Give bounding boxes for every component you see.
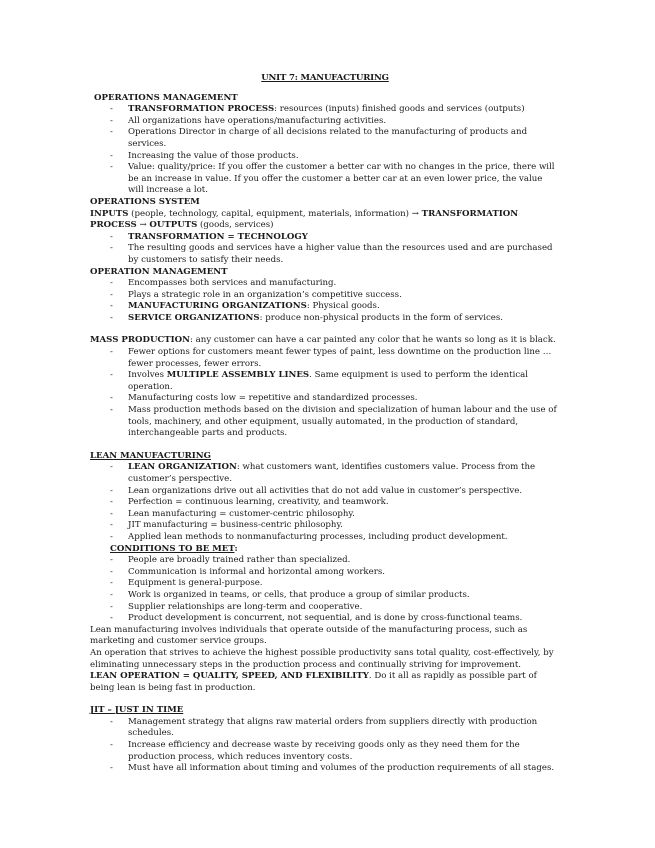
list-item: - Applied lean methods to nonmanufacturing processes, including product development. bbox=[90, 532, 560, 544]
list-item: - Involves MULTIPLE ASSEMBLY LINES. Same equipment is used to perform the identical operation. bbox=[90, 370, 560, 393]
list-item: - Communication is informal and horizontal among workers. bbox=[90, 567, 560, 579]
list-item: - Management strategy that aligns raw material orders from suppliers directly with production schedules. bbox=[90, 717, 560, 740]
list-item: - Supplier relationships are long-term and cooperative. bbox=[90, 602, 560, 614]
lean-paragraph-2: An operation that strives to achieve the highest possible productivity sans total quality, cost-effectively, by eliminating unnecessary steps in the production process and continually striving for improvement. bbox=[90, 647, 554, 670]
list-item: - Plays a strategic role in an organization’s competitive success. bbox=[90, 290, 560, 302]
section-heading-mass-production: MASS PRODUCTION bbox=[90, 335, 191, 346]
list-item: - Value: quality/price: If you offer the customer a better car with no changes in the price, there will be an increase in value. If you offer the customer a better car at an even lower price, the value will increase a lot. bbox=[90, 162, 560, 197]
operation-management-list bbox=[90, 278, 560, 324]
section-heading-operations-system: OPERATIONS SYSTEM bbox=[90, 196, 200, 207]
list-item: - MANUFACTURING ORGANIZATIONS: Physical goods. bbox=[90, 301, 560, 313]
list-item: - Lean manufacturing = customer-centric philosophy. bbox=[90, 509, 560, 521]
section-heading-lean-manufacturing: LEAN MANUFACTURING bbox=[90, 450, 211, 461]
list-item: - People are broadly trained rather than specialized. bbox=[90, 555, 560, 567]
list-item: - The resulting goods and services have a higher value than the resources used and are purchased by customers to satisfy their needs. bbox=[90, 243, 560, 266]
list-item: - Increase efficiency and decrease waste by receiving goods only as they need them for the production process, which reduces inventory costs. bbox=[90, 740, 560, 763]
section-heading-operation-management: OPERATION MANAGEMENT bbox=[90, 266, 228, 277]
list-item: - Increasing the value of those products. bbox=[90, 151, 560, 163]
section-heading-jit: JIT – JUST IN TIME bbox=[90, 705, 184, 716]
operations-flow: INPUTS (people, technology, capital, equipment, materials, information) → TRANSFORMATION PROCESS → OUTPUTS (goods, services) bbox=[90, 208, 519, 231]
lean-paragraph-1: Lean manufacturing involves individuals that operate outside of the manufacturing process, such as marketing and customer service groups. bbox=[90, 624, 528, 647]
list-item: - Perfection = continuous learning, creativity, and teamwork. bbox=[90, 497, 560, 509]
operations-system-list bbox=[90, 232, 560, 267]
list-item: - Encompasses both services and manufacturing. bbox=[90, 278, 560, 290]
lean-manufacturing-list bbox=[90, 462, 560, 543]
conditions-list bbox=[90, 555, 560, 625]
jit-list bbox=[90, 717, 560, 775]
list-item: - Mass production methods based on the division and specialization of human labour and the use of tools, machinery, and other equipment, usually automated, in the production of standard, interchangeable parts and products. bbox=[90, 405, 560, 440]
lean-operation-label: LEAN OPERATION = QUALITY, SPEED, AND FLEXIBILITY bbox=[90, 671, 369, 682]
operations-management-list bbox=[90, 104, 560, 197]
list-item: - TRANSFORMATION = TECHNOLOGY bbox=[90, 232, 560, 244]
list-item: - Lean organizations drive out all activities that do not add value in customer’s perspective. bbox=[90, 486, 560, 498]
list-item: - All organizations have operations/manufacturing activities. bbox=[90, 116, 560, 128]
spacer bbox=[90, 440, 560, 451]
section-heading-operations-management: OPERATIONS MANAGEMENT bbox=[94, 92, 238, 103]
page-title: UNIT 7: MANUFACTURING bbox=[261, 73, 389, 83]
mass-production-intro: MASS PRODUCTION: any customer can have a car painted any color that he wants so long as it is black. bbox=[90, 335, 556, 346]
list-item: - Operations Director in charge of all decisions related to the manufacturing of products and services. bbox=[90, 127, 560, 150]
spacer bbox=[90, 694, 560, 705]
list-item: - Manufacturing costs low = repetitive and standardized processes. bbox=[90, 393, 560, 405]
list-item: - JIT manufacturing = business-centric philosophy. bbox=[90, 520, 560, 532]
list-item: - Product development is concurrent, not sequential, and is done by cross-functional teams. bbox=[90, 613, 560, 625]
list-item: - SERVICE ORGANIZATIONS: produce non-physical products in the form of services. bbox=[90, 313, 560, 325]
list-item: - Fewer options for customers meant fewer types of paint, less downtime on the production line … fewer processes, fewer errors. bbox=[90, 347, 560, 370]
mass-production-list bbox=[90, 347, 560, 440]
list-item: - Equipment is general-purpose. bbox=[90, 578, 560, 590]
spacer bbox=[90, 324, 560, 335]
lean-operation-paragraph: LEAN OPERATION = QUALITY, SPEED, AND FLEXIBILITY. Do it all as rapidly as possible part of being lean is being fast in production. bbox=[90, 671, 537, 693]
list-item: - TRANSFORMATION PROCESS: resources (inputs) finished goods and services (outputs) bbox=[90, 104, 560, 116]
document-page bbox=[90, 73, 560, 775]
list-item: - LEAN ORGANIZATION: what customers want, identifies customers value. Process from the customer’s perspective. bbox=[90, 462, 560, 485]
list-item: - Must have all information about timing and volumes of the production requirements of all stages. bbox=[90, 763, 560, 775]
list-item: - Work is organized in teams, or cells, that produce a group of similar products. bbox=[90, 590, 560, 602]
conditions-heading: CONDITIONS TO BE MET: bbox=[110, 543, 238, 554]
